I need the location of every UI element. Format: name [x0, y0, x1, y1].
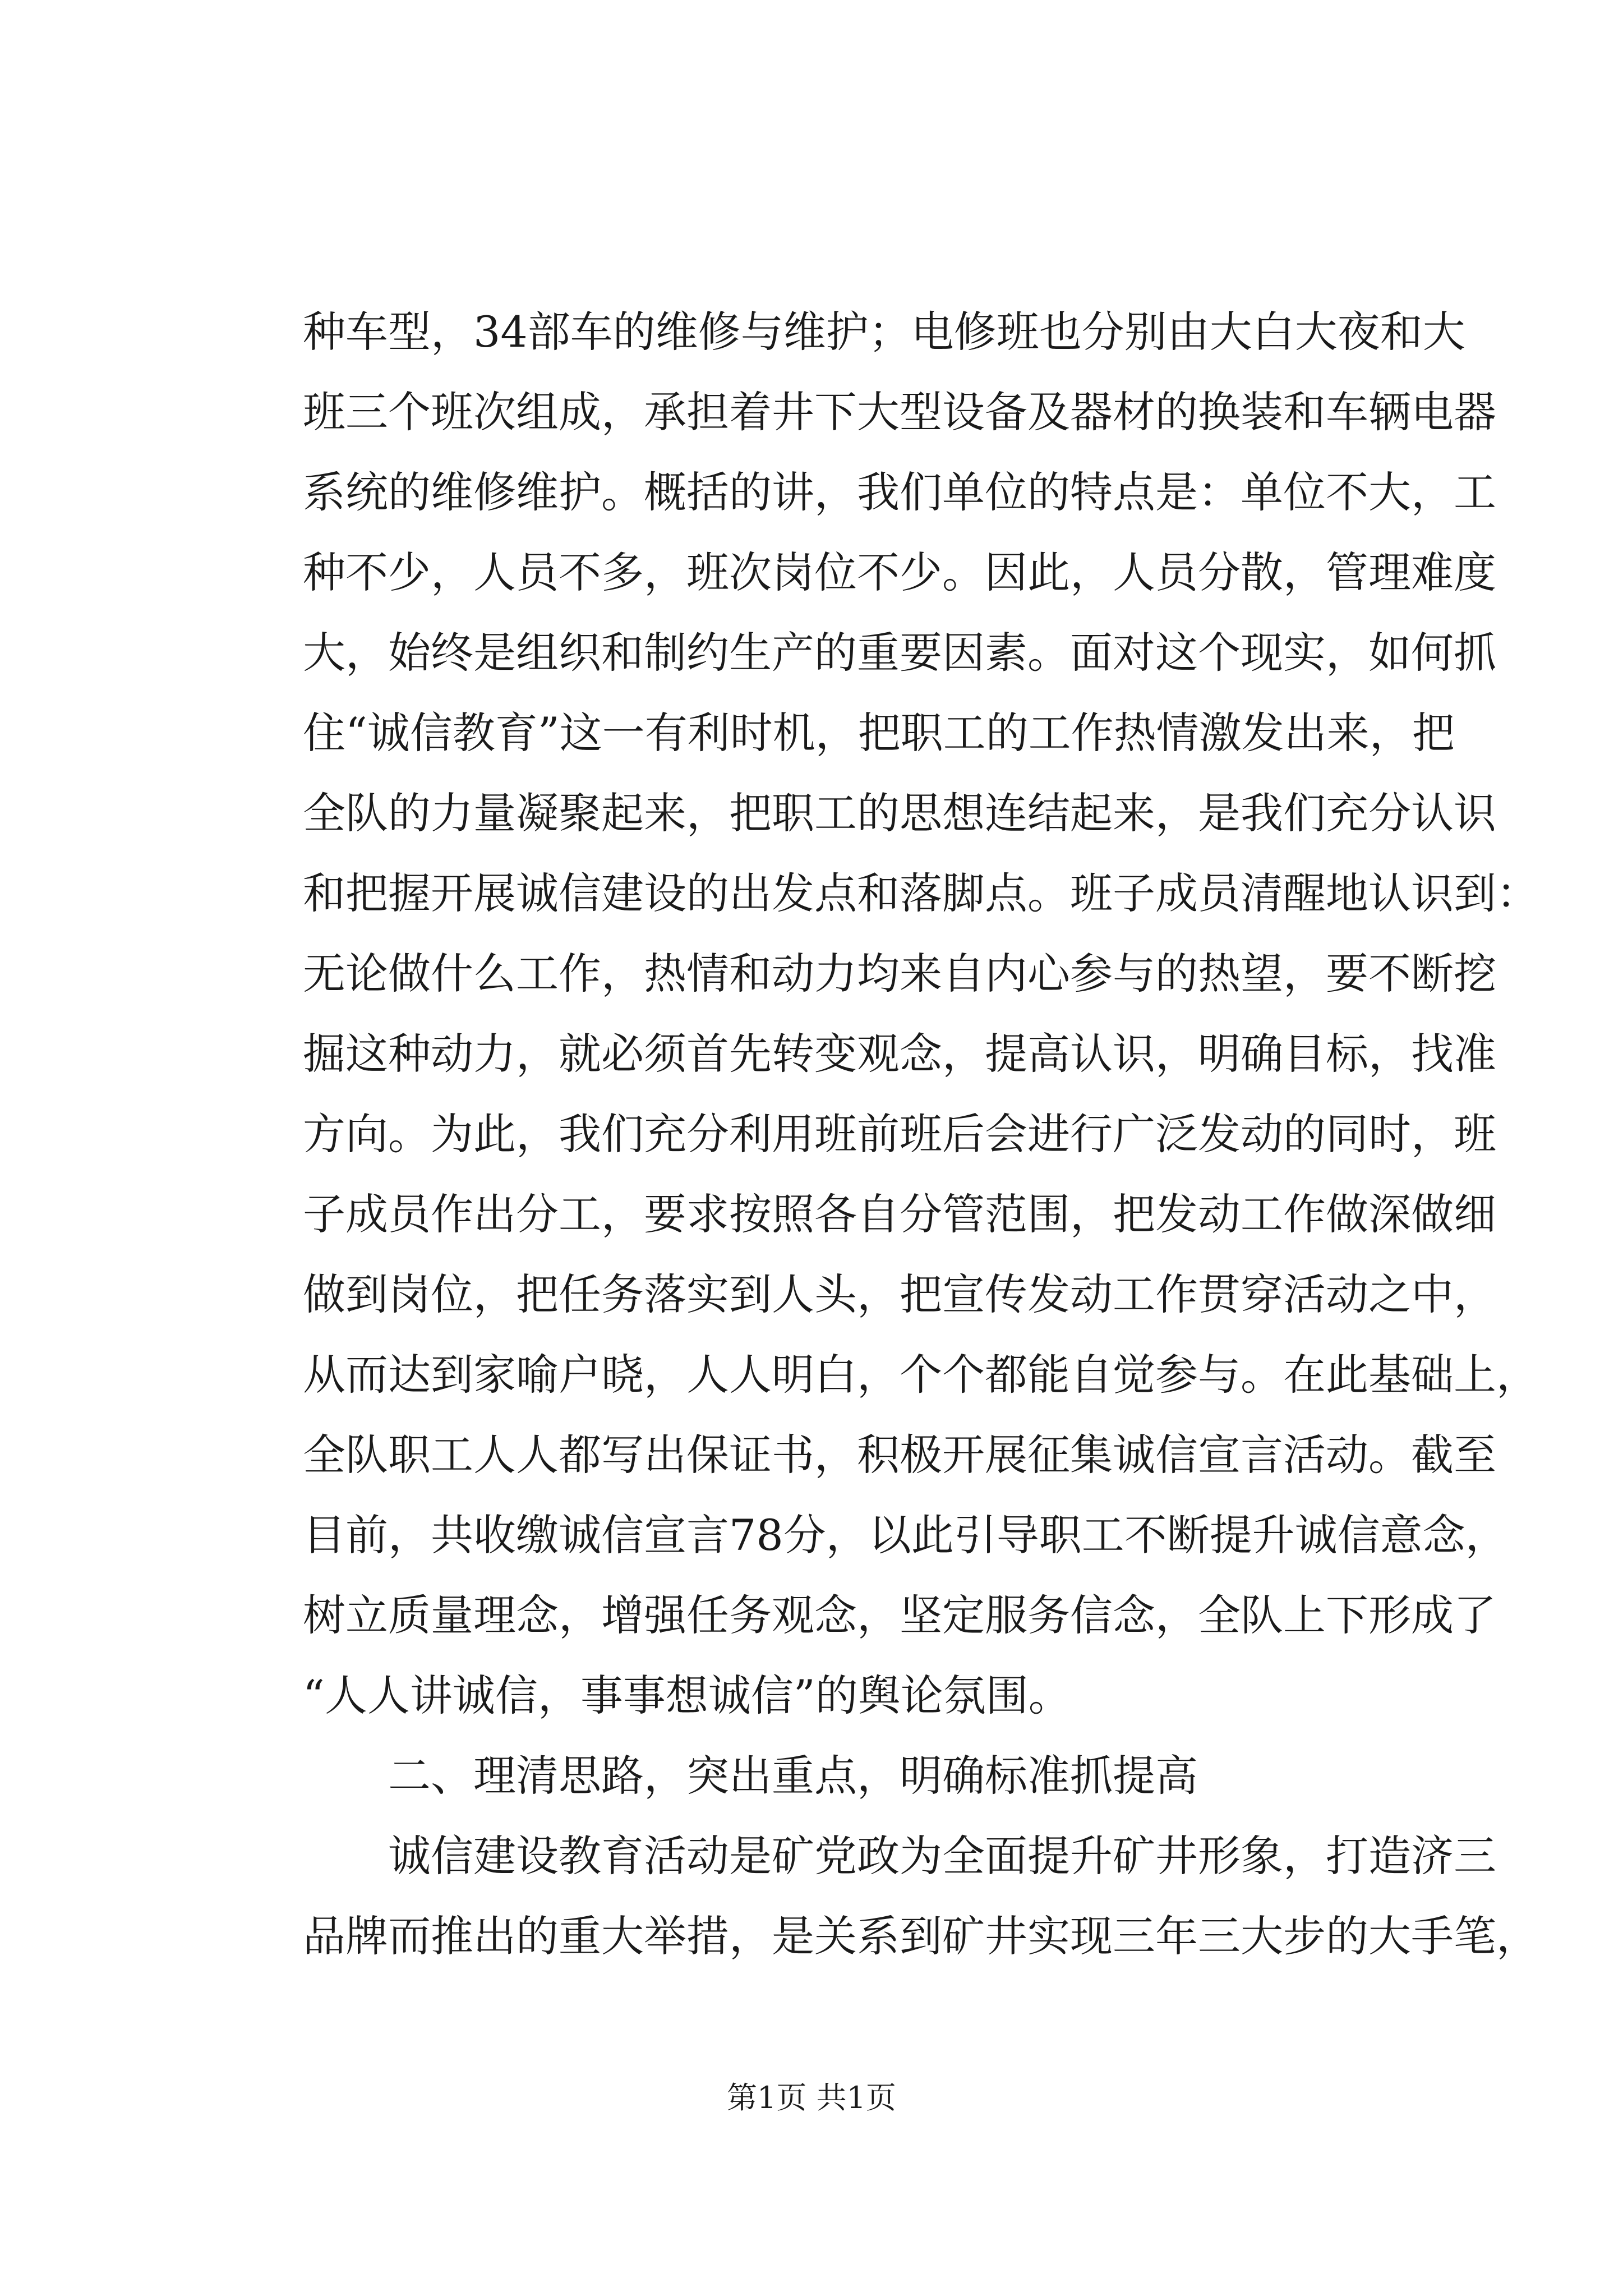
text-line: 和把握开展诚信建设的出发点和落脚点。班子成员清醒地认识到：	[303, 868, 1539, 918]
text-line: 系统的维修维护。概括的讲，我们单位的特点是：单位不大，工	[303, 467, 1496, 517]
text-line: 大，始终是组织和制约生产的重要因素。面对这个现实，如何抓	[303, 628, 1496, 678]
page-footer: 第1页 共1页	[727, 2080, 896, 2115]
text-line: 班三个班次组成，承担着井下大型设备及器材的换装和车辆电器	[303, 387, 1496, 437]
text-line: 目前，共收缴诚信宣言78分，以此引导职工不断提升诚信意念，	[303, 1510, 1508, 1560]
document-body	[303, 292, 1539, 1976]
text-line: 树立质量理念，增强任务观念，坚定服务信念，全队上下形成了	[303, 1590, 1496, 1640]
section-heading: 二、理清思路，突出重点，明确标准抓提高	[388, 1751, 1198, 1801]
text-line: 方向。为此，我们充分利用班前班后会进行广泛发动的同时，班	[303, 1109, 1496, 1159]
text-line: 品牌而推出的重大举措，是关系到矿井实现三年三大步的大手笔，	[303, 1911, 1539, 1961]
text-line: 掘这种动力，就必须首先转变观念，提高认识，明确目标，找准	[303, 1029, 1496, 1079]
text-line: “人人讲诚信，事事想诚信”的舆论氛围。	[303, 1671, 1071, 1720]
text-line: 全队的力量凝聚起来，把职工的思想连结起来，是我们充分认识	[303, 788, 1496, 838]
text-line: 种车型，34部车的维修与维护；电修班也分别由大白大夜和大	[303, 307, 1465, 357]
text-line: 无论做什么工作，热情和动力均来自内心参与的热望，要不断挖	[303, 949, 1496, 999]
text-line: 种不少，人员不多，班次岗位不少。因此，人员分散，管理难度	[303, 547, 1496, 597]
text-line: 全队职工人人都写出保证书，积极开展征集诚信宣言活动。截至	[303, 1430, 1496, 1480]
text-line: 诚信建设教育活动是矿党政为全面提升矿井形象，打造济三	[388, 1831, 1496, 1881]
text-line: 做到岗位，把任务落实到人头，把宣传发动工作贯穿活动之中，	[303, 1269, 1496, 1319]
text-line: 子成员作出分工，要求按照各自分管范围，把发动工作做深做细	[303, 1189, 1496, 1239]
text-line: 住“诚信教育”这一有利时机，把职工的工作热情激发出来，把	[303, 708, 1455, 758]
text-line: 从而达到家喻户晓，人人明白，个个都能自觉参与。在此基础上，	[303, 1350, 1539, 1400]
